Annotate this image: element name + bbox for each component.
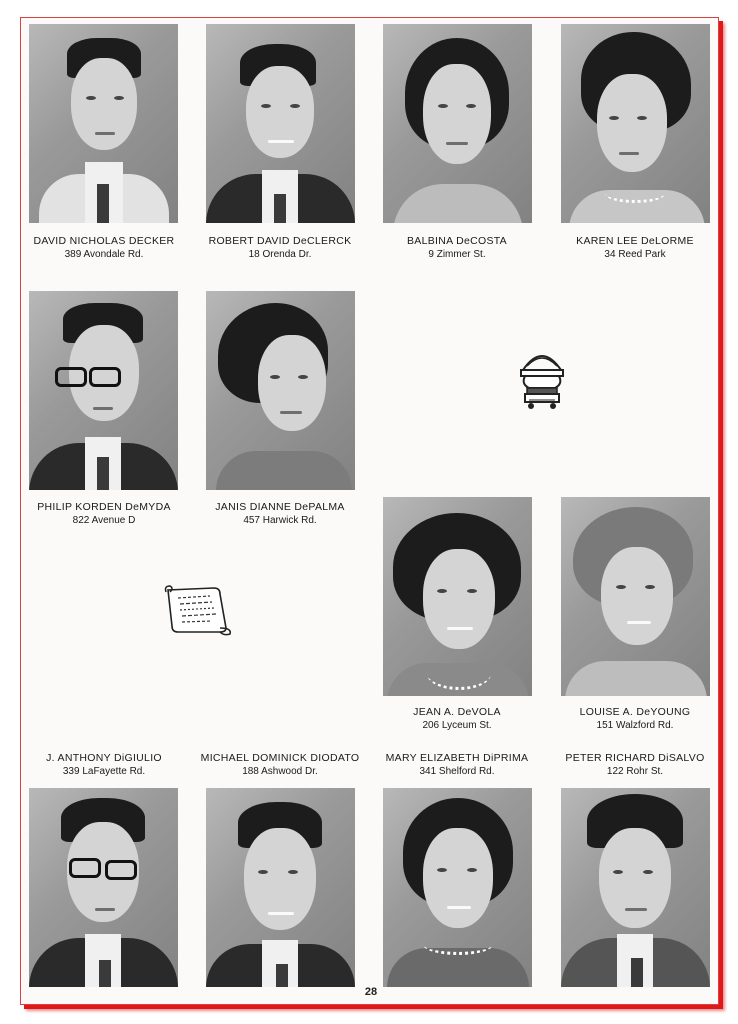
- student-address: 151 Walzford Rd.: [596, 720, 674, 731]
- student-name: KAREN LEE DeLORME: [576, 235, 694, 247]
- portrait-disalvo: [561, 788, 710, 987]
- caption-diprima: [362, 751, 552, 779]
- student-address: 122 Rohr St.: [606, 766, 664, 777]
- student-address: 18 Orenda Dr.: [248, 249, 312, 260]
- caption-decker: [20, 234, 199, 262]
- caption-depalma: [185, 500, 375, 528]
- portrait-depalma: [206, 291, 355, 490]
- portrait-demyda: [29, 291, 178, 490]
- portrait-digiulio: [29, 788, 178, 987]
- student-name: PHILIP KORDEN DeMYDA: [37, 501, 171, 513]
- student-name: PETER RICHARD DiSALVO: [565, 752, 705, 764]
- student-address: 389 Avondale Rd.: [64, 249, 144, 260]
- caption-demyda: [20, 500, 199, 528]
- student-address: 188 Ashwood Dr.: [242, 766, 318, 777]
- student-address: 341 Shelford Rd.: [419, 766, 495, 777]
- caption-disalvo: [540, 751, 719, 779]
- diploma-scroll-icon: [162, 584, 234, 636]
- student-name: J. ANTHONY DiGIULIO: [46, 752, 162, 764]
- caption-deyoung: [540, 705, 719, 733]
- portrait-diodato: [206, 788, 355, 987]
- student-name: ROBERT DAVID DeCLERCK: [208, 235, 352, 247]
- portrait-deyoung: [561, 497, 710, 696]
- portrait-devola: [383, 497, 532, 696]
- portrait-delorme: [561, 24, 710, 223]
- portrait-diprima: [383, 788, 532, 987]
- student-address: 206 Lyceum St.: [422, 720, 492, 731]
- student-name: DAVID NICHOLAS DECKER: [33, 235, 175, 247]
- student-name: JEAN A. DeVOLA: [413, 706, 501, 718]
- student-name: MARY ELIZABETH DiPRIMA: [385, 752, 529, 764]
- student-name: MICHAEL DOMINICK DIODATO: [200, 752, 360, 764]
- student-address: 9 Zimmer St.: [428, 249, 486, 260]
- student-name: LOUISE A. DeYOUNG: [579, 706, 691, 718]
- caption-digiulio: [20, 751, 199, 779]
- student-name: JANIS DIANNE DePALMA: [215, 501, 345, 513]
- caption-devola: [362, 705, 552, 733]
- caption-declerck: [185, 234, 375, 262]
- portrait-declerck: [206, 24, 355, 223]
- student-address: 822 Avenue D: [72, 515, 136, 526]
- student-address: 339 LaFayette Rd.: [62, 766, 146, 777]
- student-name: BALBINA DeCOSTA: [406, 235, 507, 247]
- caption-decosta: [362, 234, 552, 262]
- caption-delorme: [540, 234, 719, 262]
- student-address: 34 Reed Park: [604, 249, 666, 260]
- portrait-decosta: [383, 24, 532, 223]
- yearbook-page: [20, 17, 719, 1005]
- portrait-decker: [29, 24, 178, 223]
- page-number: 28: [364, 986, 378, 998]
- student-address: 457 Harwick Rd.: [243, 515, 317, 526]
- lamp-emblem-icon: [515, 344, 569, 412]
- caption-diodato: [185, 751, 375, 779]
